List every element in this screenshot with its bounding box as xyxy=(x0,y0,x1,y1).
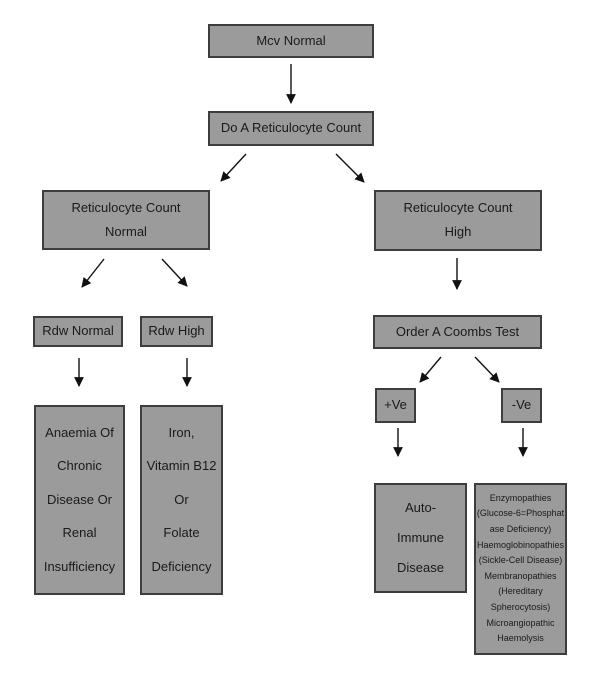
node-label: (Glucose-6=Phosphat xyxy=(476,508,565,519)
node-non-immune-causes xyxy=(474,483,567,655)
node-label: Enzymopathies xyxy=(489,492,552,503)
node-label: Disease xyxy=(397,559,444,575)
node-label: Renal xyxy=(62,525,97,541)
node-label: Folate xyxy=(163,525,200,541)
node-rdw-normal xyxy=(33,316,123,347)
arrow-coombs-to-positive xyxy=(420,357,441,382)
node-label: Or xyxy=(174,491,189,507)
node-label: Iron, xyxy=(168,425,195,441)
node-label: (Hereditary xyxy=(498,586,543,597)
node-label: Anaemia Of xyxy=(45,425,114,441)
node-label: Insufficiency xyxy=(43,558,116,574)
node-autoimmune-disease xyxy=(374,483,467,593)
node-label: (Sickle-Cell Disease) xyxy=(478,555,563,566)
node-label: Chronic xyxy=(57,458,102,474)
node-reticulocyte-count-normal xyxy=(42,190,210,250)
node-label: Auto- xyxy=(404,499,437,515)
node-label: Reticulocyte Count xyxy=(403,200,513,216)
node-label: Haemoglobinopathies xyxy=(476,539,565,550)
node-label: Haemolysis xyxy=(497,633,544,644)
arrow-normal-to-rdw-high xyxy=(162,259,187,286)
node-label: Do A Reticulocyte Count xyxy=(220,120,362,136)
node-label: Immune xyxy=(397,529,444,545)
node-label: Microangiopathic xyxy=(486,617,555,628)
node-label: Order A Coombs Test xyxy=(395,323,520,339)
arrow-retic-count-to-normal xyxy=(221,154,246,181)
node-coombs-positive xyxy=(375,388,416,423)
node-anaemia-chronic-disease-renal xyxy=(34,405,125,595)
node-label: Spherocytosis) xyxy=(490,602,551,613)
node-rdw-high xyxy=(140,316,213,347)
node-label: Vitamin B12 xyxy=(146,458,217,474)
node-do-reticulocyte-count xyxy=(208,111,374,146)
node-label: Disease Or xyxy=(46,491,113,507)
arrow-normal-to-rdw-normal xyxy=(82,259,104,287)
node-label: Membranopathies xyxy=(484,570,557,581)
node-label: -Ve xyxy=(511,397,532,413)
node-label: Deficiency xyxy=(151,558,212,574)
node-label: Normal xyxy=(105,223,147,239)
node-label: Rdw Normal xyxy=(42,323,114,339)
node-reticulocyte-count-high xyxy=(374,190,542,251)
node-mcv-normal xyxy=(208,24,374,58)
arrow-retic-count-to-high xyxy=(336,154,364,182)
node-label: Rdw High xyxy=(148,323,205,339)
node-label: Reticulocyte Count xyxy=(71,200,181,216)
node-coombs-negative xyxy=(501,388,542,423)
node-label: ase Deficiency) xyxy=(489,523,552,534)
node-iron-b12-folate-deficiency xyxy=(140,405,223,595)
node-label: Mcv Normal xyxy=(256,32,326,48)
node-label: High xyxy=(444,224,472,240)
node-label: +Ve xyxy=(384,397,407,413)
node-order-coombs-test xyxy=(373,315,542,349)
arrow-coombs-to-negative xyxy=(475,357,499,382)
